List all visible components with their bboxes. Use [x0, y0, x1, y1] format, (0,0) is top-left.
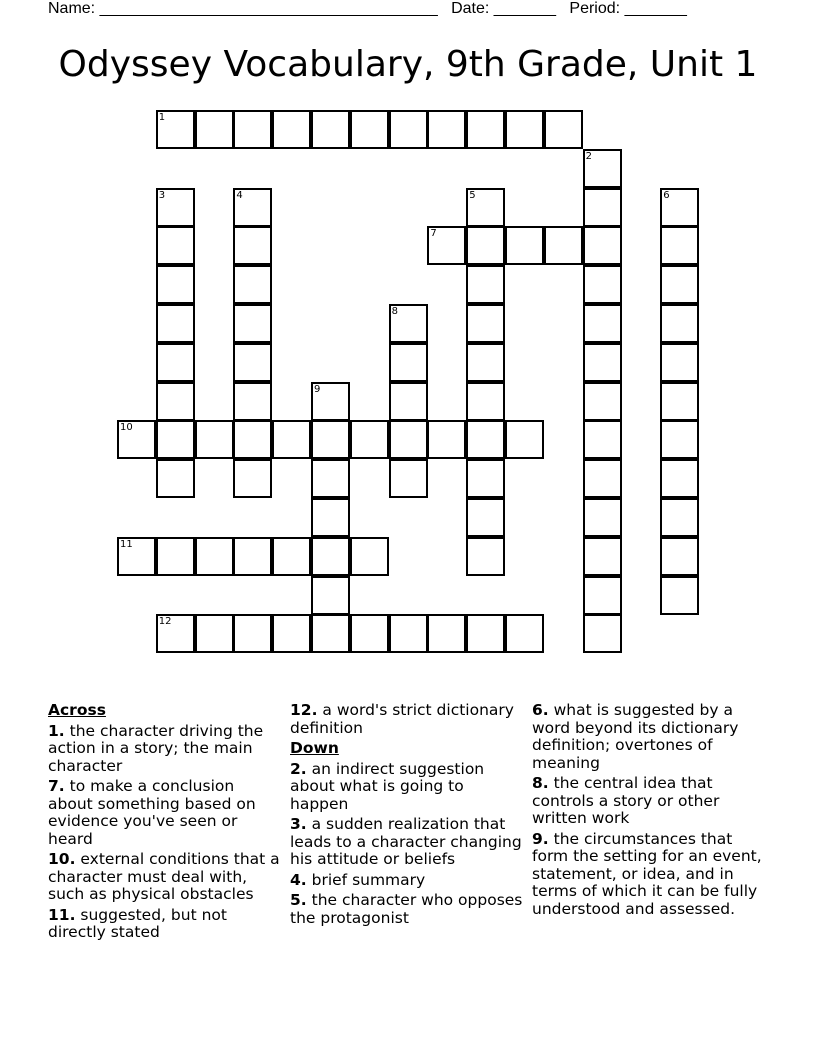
grid-cell[interactable]: [660, 498, 699, 537]
period-label: Period:: [569, 0, 621, 17]
clue-number-label: 2: [585, 150, 592, 162]
grid-cell[interactable]: [389, 420, 428, 459]
grid-cell[interactable]: [272, 614, 311, 653]
grid-cell[interactable]: [583, 382, 622, 421]
grid-cell[interactable]: [311, 576, 350, 615]
page-title: Odyssey Vocabulary, 9th Grade, Unit 1: [58, 44, 758, 85]
grid-cell[interactable]: [350, 614, 389, 653]
grid-cell[interactable]: [233, 420, 272, 459]
clue-number: 8.: [532, 774, 549, 792]
clue-text: external conditions that a character must deal with, such as physical obstacles: [48, 850, 280, 903]
grid-cell[interactable]: [389, 459, 428, 498]
grid-cell[interactable]: [233, 614, 272, 653]
clue-number: 1.: [48, 721, 65, 740]
clue-number: 4.: [290, 870, 307, 889]
clue-text: the character driving the action in a story; the main character: [48, 721, 264, 775]
period-field[interactable]: _______: [624, 0, 687, 17]
grid-cell[interactable]: [427, 110, 466, 149]
clue-across-1: [48, 723, 283, 776]
grid-cell[interactable]: [233, 382, 272, 421]
grid-cell[interactable]: [583, 304, 622, 343]
clue-across-11: [48, 907, 283, 942]
grid-cell[interactable]: [583, 498, 622, 537]
grid-cell[interactable]: [156, 343, 195, 382]
clue-number-label: 1: [158, 112, 166, 123]
clue-number-label: 3: [158, 189, 166, 201]
clue-number-label: 9: [314, 383, 321, 395]
clue-number: 12.: [290, 701, 318, 719]
name-field[interactable]: ______________________________________: [99, 0, 438, 17]
grid-cell[interactable]: [466, 420, 505, 459]
grid-cell[interactable]: [583, 343, 622, 382]
grid-cell[interactable]: [389, 614, 428, 653]
grid-cell[interactable]: [389, 110, 428, 149]
grid-cell[interactable]: [466, 614, 505, 653]
clue-text: an indirect suggestion about what is going to happen: [290, 759, 485, 813]
clue-text: a word's strict dictionary definition: [290, 701, 514, 737]
grid-cell[interactable]: [583, 265, 622, 304]
name-label: Name:: [48, 0, 96, 17]
grid-cell[interactable]: [233, 459, 272, 498]
grid-cell[interactable]: [505, 110, 544, 149]
grid-cell[interactable]: [156, 382, 195, 421]
grid-cell[interactable]: [272, 537, 311, 576]
grid-cell[interactable]: [156, 226, 195, 265]
grid-cell[interactable]: [544, 226, 583, 265]
grid-cell[interactable]: [272, 420, 311, 459]
grid-cell[interactable]: [505, 614, 544, 653]
grid-cell[interactable]: [156, 459, 195, 498]
clue-number-label: 4: [236, 189, 243, 201]
clue-number-label: 7: [430, 228, 437, 240]
grid-cell[interactable]: [195, 537, 234, 576]
grid-cell[interactable]: [583, 576, 622, 615]
clue-number-label: 6: [663, 189, 670, 201]
clue-number-label: 5: [469, 189, 476, 201]
grid-cell[interactable]: [583, 226, 622, 265]
grid-cell[interactable]: [583, 614, 622, 653]
grid-cell[interactable]: [427, 614, 466, 653]
grid-cell[interactable]: [466, 382, 505, 421]
grid-cell[interactable]: [311, 614, 350, 653]
grid-cell[interactable]: [233, 226, 272, 265]
clue-number-label: 10: [120, 422, 133, 434]
grid-cell[interactable]: [233, 265, 272, 304]
grid-cell[interactable]: [544, 110, 583, 149]
clue-across-7: [48, 778, 283, 848]
grid-cell[interactable]: [505, 420, 544, 459]
clue-number: 9.: [532, 829, 549, 848]
clue-text: the circumstances that form the setting for an event, statement, or idea, and in terms of which it can be fully understood and assessed.: [532, 829, 762, 918]
grid-cell[interactable]: [466, 537, 505, 576]
grid-cell[interactable]: [311, 498, 350, 537]
clue-text: a sudden realization that leads to a character changing his attitude or beliefs: [290, 815, 522, 868]
clue-text: to make a conclusion about something based on evidence you've seen or heard: [48, 777, 256, 848]
grid-cell[interactable]: [233, 110, 272, 149]
grid-cell[interactable]: [350, 110, 389, 149]
clue-down-2: [290, 761, 525, 814]
clue-text: suggested, but not directly stated: [48, 905, 227, 941]
grid-cell[interactable]: [466, 110, 505, 149]
grid-cell[interactable]: [233, 304, 272, 343]
grid-cell[interactable]: [583, 537, 622, 576]
grid-cell[interactable]: [311, 537, 350, 576]
clues-column-1: [48, 702, 283, 945]
clue-text: brief summary: [311, 870, 426, 889]
clue-text: the central idea that controls a story or other written work: [532, 774, 720, 827]
clue-number: 10.: [48, 850, 76, 868]
clue-number-label: 8: [391, 306, 398, 317]
grid-cell[interactable]: [389, 343, 428, 382]
clue-number-label: 12: [158, 616, 172, 628]
grid-cell[interactable]: [660, 576, 699, 615]
clue-number: 2.: [290, 759, 307, 778]
grid-cell[interactable]: [389, 382, 428, 421]
grid-cell[interactable]: [311, 420, 350, 459]
grid-cell[interactable]: [660, 382, 699, 421]
clue-text: what is suggested by a word beyond its dictionary definition; overtones of meaning: [532, 701, 739, 772]
grid-cell[interactable]: [660, 537, 699, 576]
grid-cell[interactable]: [427, 420, 466, 459]
clues-column-3: [532, 702, 772, 921]
clue-number-label: 11: [120, 538, 133, 550]
down-heading: Down: [290, 739, 339, 757]
grid-cell[interactable]: [583, 188, 622, 227]
grid-cell[interactable]: [660, 265, 699, 304]
clue-across-10: [48, 851, 283, 904]
grid-cell[interactable]: [233, 343, 272, 382]
clue-down-6: [532, 702, 772, 772]
grid-cell[interactable]: [195, 614, 234, 653]
clue-down-4: [290, 872, 525, 890]
clue-number: 11.: [48, 905, 76, 924]
clue-down-3: [290, 816, 525, 869]
grid-cell[interactable]: [311, 459, 350, 498]
grid-cell[interactable]: [233, 537, 272, 576]
clue-down-8: [532, 775, 772, 828]
clue-across-12: [290, 702, 525, 737]
grid-cell[interactable]: [156, 265, 195, 304]
clue-down-9: [532, 831, 772, 919]
grid-cell[interactable]: [272, 110, 311, 149]
grid-cell[interactable]: [156, 304, 195, 343]
clue-number: 7.: [48, 777, 65, 795]
grid-cell[interactable]: [466, 498, 505, 537]
grid-cell[interactable]: [583, 459, 622, 498]
clue-text: the character who opposes the protagonist: [290, 891, 523, 927]
grid-cell[interactable]: [311, 110, 350, 149]
grid-cell[interactable]: [195, 420, 234, 459]
grid-cell[interactable]: [350, 537, 389, 576]
grid-cell[interactable]: [466, 265, 505, 304]
grid-cell[interactable]: [660, 420, 699, 459]
grid-cell[interactable]: [660, 459, 699, 498]
across-heading: Across: [48, 701, 106, 719]
grid-cell[interactable]: [466, 343, 505, 382]
clue-number: 5.: [290, 891, 307, 909]
grid-cell[interactable]: [660, 304, 699, 343]
clues-column-2: [290, 702, 525, 930]
grid-cell[interactable]: [195, 110, 234, 149]
clue-down-5: [290, 892, 525, 927]
grid-cell[interactable]: [505, 226, 544, 265]
date-label: Date:: [451, 0, 490, 17]
grid-cell[interactable]: [156, 420, 195, 459]
date-field[interactable]: _______: [493, 0, 557, 17]
grid-cell[interactable]: [466, 226, 505, 265]
clue-number: 3.: [290, 815, 307, 833]
grid-cell[interactable]: [156, 537, 195, 576]
grid-cell[interactable]: [466, 304, 505, 343]
clue-number: 6.: [532, 701, 549, 719]
grid-cell[interactable]: [660, 226, 699, 265]
grid-cell[interactable]: [583, 420, 622, 459]
grid-cell[interactable]: [466, 459, 505, 498]
grid-cell[interactable]: [350, 420, 389, 459]
grid-cell[interactable]: [660, 343, 699, 382]
